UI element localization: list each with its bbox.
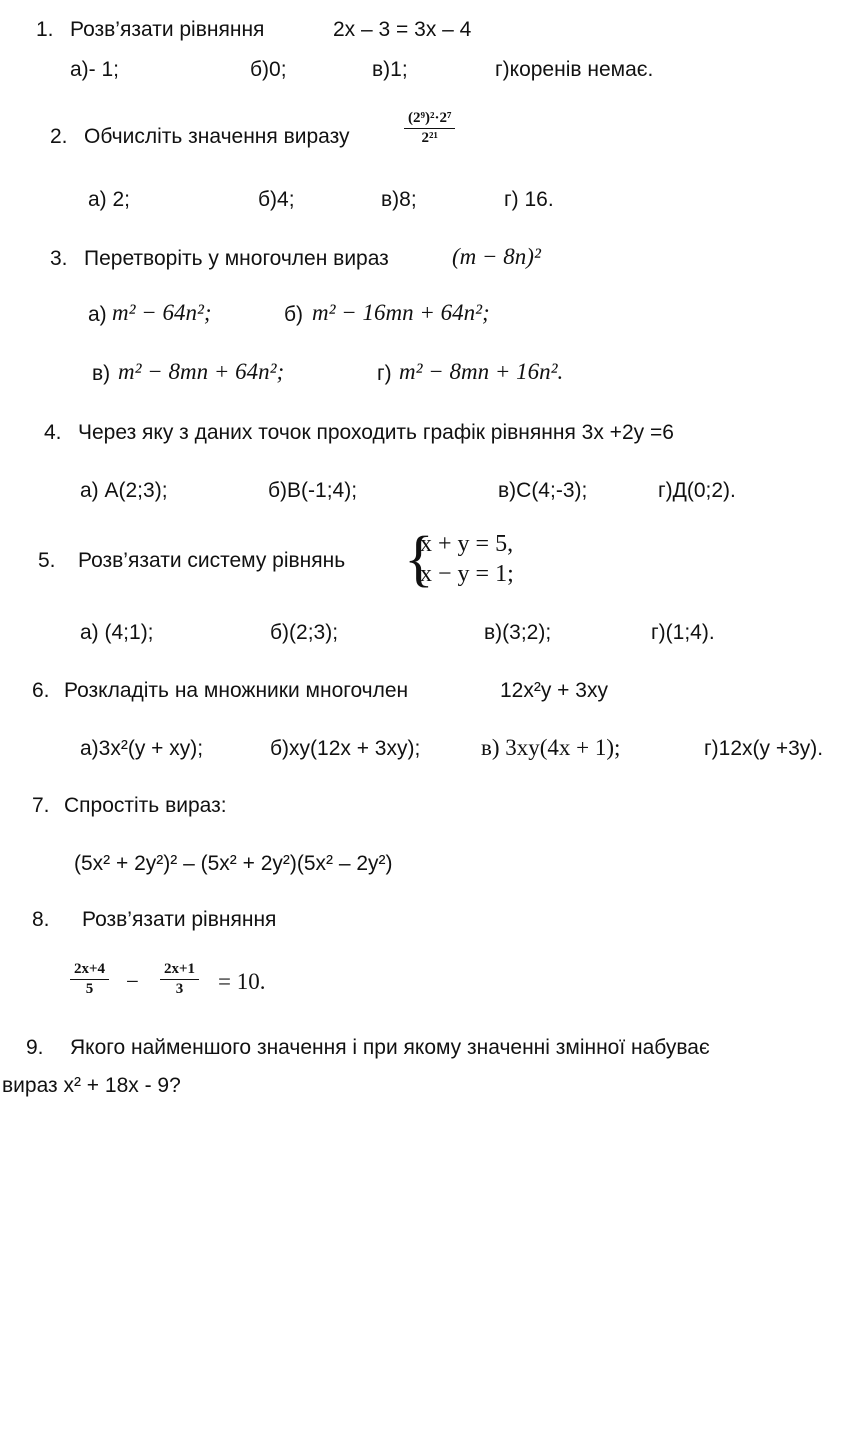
q5-number: 5. — [38, 549, 56, 572]
q8-fraction-2 — [160, 961, 199, 998]
q4-option-g: г)Д(0;2). — [658, 479, 736, 502]
q3-option-a-expr: m² − 64n²; — [112, 300, 212, 325]
q1-equation: 2х – 3 = 3х – 4 — [333, 18, 472, 41]
q8-fraction-1-numerator: 2x+4 — [70, 961, 109, 980]
system-brace: { — [404, 525, 434, 593]
q1-number: 1. — [36, 18, 54, 41]
q6-option-b: б)ху(12х + 3ху); — [270, 737, 421, 760]
q4-number: 4. — [44, 421, 62, 444]
q2-text: Обчисліть значення виразу — [84, 125, 350, 148]
q1-option-a: а)- 1; — [70, 58, 120, 81]
q2-option-a: а) 2; — [88, 188, 131, 211]
q7-number: 7. — [32, 794, 50, 817]
q5-option-a: а) (4;1); — [80, 621, 154, 644]
q6-option-v: в) 3xy(4x + 1); — [481, 735, 621, 760]
q5-option-v: в)(3;2); — [484, 621, 552, 644]
q5-system — [420, 529, 514, 589]
q2-option-v: в)8; — [381, 188, 417, 211]
q4-option-v: в)С(4;-3); — [498, 479, 588, 502]
q2-fraction — [404, 110, 455, 147]
q2-numerator: (2⁹)²·2⁷ — [404, 110, 455, 129]
q9-text-line2: вираз x² + 18x - 9? — [2, 1074, 181, 1097]
q8-minus: − — [126, 969, 139, 994]
q7-expression: (5x² + 2y²)² – (5x² + 2y²)(5x² – 2y²) — [74, 852, 393, 875]
q5-text: Розв’язати систему рівнянь — [78, 549, 346, 572]
q2-number: 2. — [50, 125, 68, 148]
q6-option-a: а)3х²(у + ху); — [80, 737, 204, 760]
q5-option-g: г)(1;4). — [651, 621, 715, 644]
q1-option-v: в)1; — [372, 58, 408, 81]
q8-fraction-2-denominator: 3 — [175, 981, 184, 997]
q3-option-b-label: б) — [284, 303, 304, 326]
q4-text: Через яку з даних точок проходить графік рівняння 3х +2у =6 — [78, 421, 674, 444]
q6-text: Розкладіть на множники многочлен — [64, 679, 409, 702]
q3-option-g-expr: m² − 8mn + 16n². — [399, 359, 564, 384]
q9-text-line1: Якого найменшого значення і при якому значенні змінної набуває — [70, 1036, 710, 1059]
q2-denominator: 2²¹ — [421, 130, 438, 146]
q8-fraction-1 — [70, 961, 109, 998]
q5-system-eq2: x − y = 1; — [420, 561, 514, 587]
q8-rhs: = 10. — [218, 969, 266, 994]
q8-number: 8. — [32, 908, 50, 931]
q7-text: Спростіть вираз: — [64, 794, 227, 817]
q1-option-g: г)коренів немає. — [495, 58, 654, 81]
q3-option-v-expr: m² − 8mn + 64n²; — [118, 359, 285, 384]
q3-option-a-label: а) — [88, 303, 107, 326]
q6-expression: 12x²y + 3xy — [500, 679, 608, 702]
q8-text: Розв’язати рівняння — [82, 908, 277, 931]
q3-text: Перетворіть у многочлен вираз — [84, 247, 389, 270]
q3-option-g-label: г) — [377, 362, 392, 385]
q3-expression: (m − 8n)² — [452, 244, 541, 269]
q6-number: 6. — [32, 679, 50, 702]
q3-number: 3. — [50, 247, 68, 270]
q5-option-b: б)(2;3); — [270, 621, 339, 644]
q1-option-b: б)0; — [250, 58, 287, 81]
q5-system-eq1: x + y = 5, — [420, 531, 514, 557]
q6-option-g: г)12х(у +3у). — [704, 737, 824, 760]
q8-fraction-1-denominator: 5 — [85, 981, 94, 997]
q8-fraction-2-numerator: 2x+1 — [160, 961, 199, 980]
q3-option-b-expr: m² − 16mn + 64n²; — [312, 300, 490, 325]
q3-option-v-label: в) — [92, 362, 111, 385]
q9-number: 9. — [26, 1036, 44, 1059]
q4-option-a: а) А(2;3); — [80, 479, 168, 502]
q2-option-g: г) 16. — [504, 188, 554, 211]
q1-text: Розв’язати рівняння — [70, 18, 265, 41]
q4-option-b: б)В(-1;4); — [268, 479, 358, 502]
q2-option-b: б)4; — [258, 188, 295, 211]
